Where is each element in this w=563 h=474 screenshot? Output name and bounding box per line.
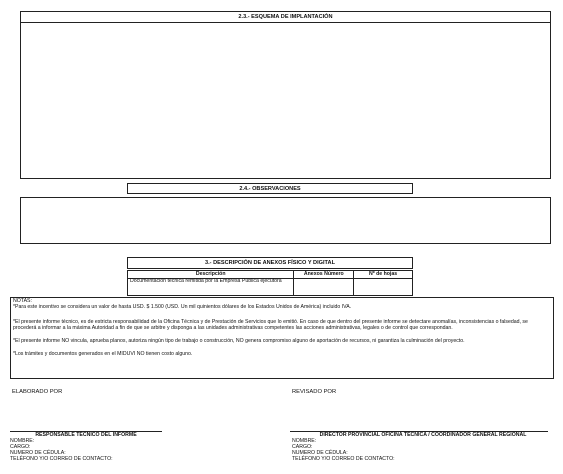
signature-title-right: DIRECTOR PROVINCIAL OFICINA TÉCNICA / COORDINADOR GENERAL REGIONAL [319, 432, 527, 438]
notas-label: NOTAS: [13, 298, 32, 304]
esquema-title: 2.3.- ESQUEMA DE IMPLANTACIÓN [238, 14, 333, 20]
nota-item: *Para este incentivo se considera un valor de hasta USD. $ 1.500 (USD. Un mil quinientos dólares de los Estados Unidos de América) incluido IVA. [13, 303, 352, 310]
nombre-right: NOMBRE: [292, 437, 317, 444]
observaciones-header [127, 183, 413, 194]
esquema-area [20, 22, 551, 179]
cell-anexos-numero [294, 279, 354, 296]
cedula-left: NUMERO DE CÉDULA: [10, 449, 66, 456]
signature-block-left [10, 433, 210, 463]
nombre-left: NOMBRE: [10, 437, 35, 444]
elaborado-por-label: ELABORADO POR [12, 389, 63, 395]
signature-title-left: RESPONSABLE TÉCNICO DEL INFORME [35, 432, 137, 438]
revisado-por-label: REVISADO POR [292, 389, 337, 395]
col-anexos-numero: Anexos Número [294, 271, 354, 279]
signature-block-right [292, 433, 554, 463]
col-hojas: Nº de hojas [354, 271, 413, 279]
contacto-right: TELÉFONO Y/O CORREO DE CONTACTO: [292, 455, 395, 462]
cell-hojas [354, 279, 413, 296]
nota-item: *El presente informe NO vincula, aprueba planos, autoriza ningún tipo de trabajo o construcción, NO genera compromiso alguno de aportación de recursos, ni garantiza la culminación del proyecto. [13, 337, 465, 344]
anexos-header [127, 257, 413, 269]
observaciones-title: 2.4.- OBSERVACIONES [239, 185, 301, 192]
table-row [128, 279, 413, 296]
observaciones-area [20, 197, 551, 244]
anexos-table [127, 270, 413, 296]
anexos-table-wrap [127, 270, 413, 296]
cargo-left: CARGO: [10, 443, 31, 450]
nota-item: *Los trámites y documentos generados en el MIDUVI NO tienen costo alguno. [13, 350, 193, 357]
nota-item: *El presente informe técnico, es de estricta responsabilidad de la Oficina Técnica y de Prestación de Servicios que lo emitió. En caso de que dentro del presente informe se detectare anomalías, inconsistencias o falsedad, se procederá a informar a la máxima Autoridad a fin de que se arbitre y disponga a las unidades administrativas competentes las acciones administrativas, legales o de control que correspondan. [13, 318, 528, 331]
anexos-title: 3.- DESCRIPCIÓN DE ANEXOS FÍSICO Y DIGITAL [204, 260, 336, 266]
col-descripcion: Descripción [128, 271, 294, 279]
cedula-right: NUMERO DE CÉDULA: [292, 449, 348, 456]
contacto-left: TELÉFONO Y/O CORREO DE CONTACTO: [10, 455, 113, 462]
cell-descripcion: Documentación técnica remitida por la Empresa Pública ejecutora [128, 279, 294, 296]
notas-box [10, 297, 554, 379]
cargo-right: CARGO: [292, 443, 313, 450]
